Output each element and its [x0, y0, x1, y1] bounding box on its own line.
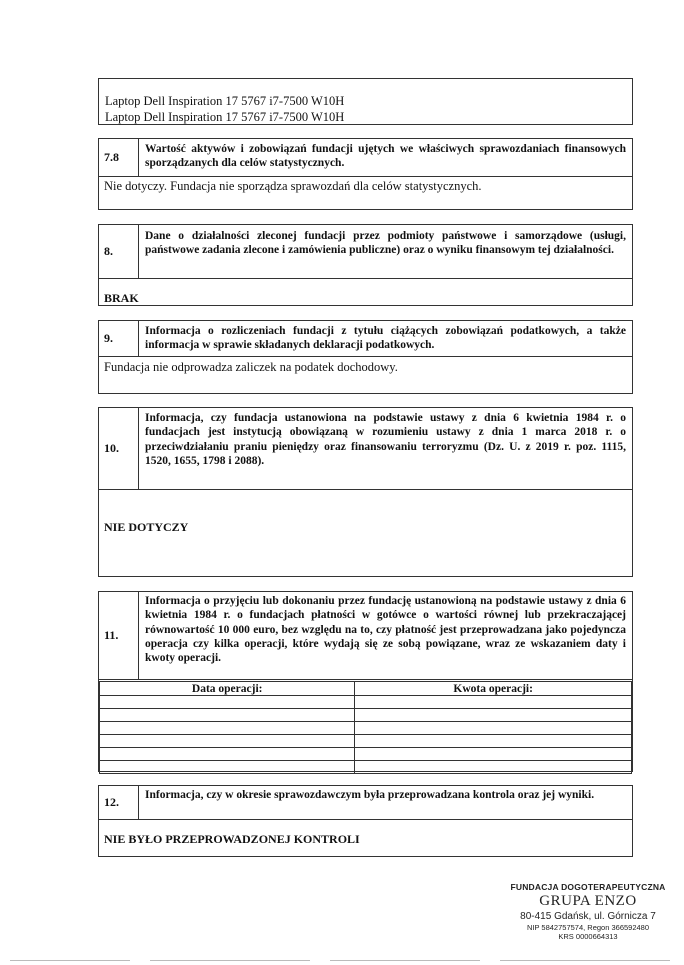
table-cell	[100, 696, 355, 709]
section-9	[98, 320, 633, 394]
section-title: Informacja, czy w okresie sprawozdawczym była przeprowadzana kontrola oraz jej wyniki.	[145, 789, 595, 801]
stamp-line-2: GRUPA ENZO	[539, 893, 637, 909]
scan-artifact	[330, 960, 480, 961]
table-cell	[100, 709, 355, 722]
scan-artifact	[10, 960, 130, 961]
section-header	[99, 225, 632, 279]
stamp-line-1: FUNDACJA DOGOTERAPEUTYCZNA	[510, 882, 666, 892]
section-title: Informacja o przyjęciu lub dokonaniu przez fundację ustanowioną na podstawie ustawy z dnia 6 kwietnia 1984 r. o fundacjach płatności w gotówce o wartości równej lub przekraczającej równowartość 10 000 euro, bez względu na to, czy płatność jest przeprowadzana jako pojedyncza operacja czy kilka operacji, które wydają się ze sobą powiązane, wraz ze wskazaniem daty i kwoty operacji.	[145, 595, 626, 665]
section-header	[99, 408, 632, 490]
table-cell	[100, 761, 355, 774]
section-number: 9.	[99, 321, 139, 356]
table-cell	[100, 748, 355, 761]
section-number: 8.	[99, 225, 139, 278]
section-11	[98, 591, 633, 772]
scan-artifact	[150, 960, 310, 961]
stamp-line-3: 80-415 Gdańsk, ul. Górnicza 7	[520, 911, 656, 922]
table-row	[100, 722, 632, 735]
asset-line-1: Laptop Dell Inspiration 17 5767 i7-7500 W10H	[105, 94, 345, 108]
asset-list-box	[98, 78, 633, 125]
table-cell	[355, 709, 632, 722]
section-number: 10.	[99, 408, 139, 489]
section-title: Wartość aktywów i zobowiązań fundacji ujętych we właściwych sprawozdaniach finansowych sporządzanych dla celów statystycznych.	[145, 143, 626, 170]
section-7-8	[98, 138, 633, 210]
section-answer: Nie dotyczy. Fundacja nie sporządza sprawozdań dla celów statystycznych.	[104, 179, 482, 193]
section-10	[98, 407, 633, 577]
section-number: 12.	[99, 786, 139, 819]
stamp-line-5: KRS 0000664313	[558, 932, 618, 941]
table-row	[100, 735, 632, 748]
section-title: Informacja o rozliczeniach fundacji z tytułu ciążących zobowiązań podatkowych, a także informacja w sprawie składanych deklaracji podatkowych.	[145, 325, 626, 352]
scan-artifact	[500, 960, 670, 961]
table-row	[100, 696, 632, 709]
table-header-row	[100, 682, 632, 696]
section-header	[99, 592, 632, 680]
col-amount-header: Kwota operacji:	[355, 682, 632, 696]
section-number: 11.	[99, 592, 139, 679]
foundation-stamp	[500, 882, 676, 941]
section-header	[99, 321, 632, 357]
table-cell	[100, 735, 355, 748]
section-title: Dane o działalności zleconej fundacji przez podmioty państwowe i samorządowe (usługi, państwowe zadania zlecone i zamówienia publiczne) oraz o wyniku finansowym tej działalności.	[145, 230, 626, 257]
table-cell	[355, 748, 632, 761]
table-cell	[355, 761, 632, 774]
section-title: Informacja, czy fundacja ustanowiona na podstawie ustawy z dnia 6 kwietnia 1984 r. o fundacjach jest instytucją obowiązaną w rozumieniu ustawy z dnia 1 marca 2018 r. o przeciwdziałaniu praniu pieniędzy oraz finansowaniu terroryzmu (Dz. U. z 2019 r. poz. 1115, 1520, 1655, 1798 i 2088).	[145, 412, 626, 467]
table-row	[100, 748, 632, 761]
section-8	[98, 224, 633, 306]
section-number: 7.8	[99, 139, 139, 176]
section-answer: BRAK	[104, 291, 139, 305]
section-header	[99, 139, 632, 177]
table-cell	[355, 735, 632, 748]
operations-table	[99, 681, 632, 774]
table-cell	[100, 722, 355, 735]
col-date-header: Data operacji:	[100, 682, 355, 696]
section-header	[99, 786, 632, 820]
section-answer: NIE DOTYCZY	[104, 520, 189, 534]
table-cell	[355, 722, 632, 735]
table-row	[100, 761, 632, 774]
section-12	[98, 785, 633, 857]
table-cell	[355, 696, 632, 709]
stamp-line-4: NIP 5842757574, Regon 366592480	[526, 923, 650, 932]
asset-line-2: Laptop Dell Inspiration 17 5767 i7-7500 W10H	[105, 110, 345, 124]
section-answer: NIE BYŁO PRZEPROWADZONEJ KONTROLI	[104, 832, 360, 846]
section-answer: Fundacja nie odprowadza zaliczek na podatek dochodowy.	[104, 360, 398, 374]
table-row	[100, 709, 632, 722]
